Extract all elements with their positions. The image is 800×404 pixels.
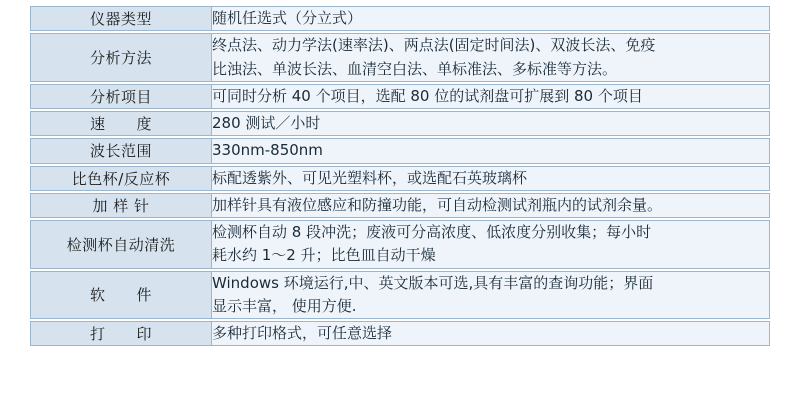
value-line: 显示丰富， 使用方便. xyxy=(212,296,357,315)
value-line: 比浊法、单波长法、血清空白法、单标准法、多标准等方法。 xyxy=(212,59,618,78)
table-row xyxy=(30,271,770,320)
row-label: 加 样 针 xyxy=(30,193,212,218)
table-row xyxy=(30,220,770,269)
table-body xyxy=(30,6,770,346)
value-line: 280 测试／小时 xyxy=(212,114,321,132)
row-label: 打 印 xyxy=(30,321,212,346)
value-line: 随机任选式（分立式） xyxy=(212,9,363,27)
value-line: Windows 环境运行,中、英文版本可选,具有丰富的查询功能；界面 xyxy=(212,273,654,292)
value-line: 加样针具有液位感应和防撞功能，可自动检测试剂瓶内的试剂余量。 xyxy=(212,195,663,214)
value-line: 耗水约 1～2 升；比色皿自动干燥 xyxy=(212,246,436,265)
value-line: 可同时分析 40 个项目，选配 80 位的试剂盘可扩展到 80 个项目 xyxy=(212,86,643,105)
row-label: 分析方法 xyxy=(30,33,212,82)
row-value xyxy=(212,111,770,136)
row-label: 波长范围 xyxy=(30,138,212,163)
table-row xyxy=(30,166,770,191)
value-line: 终点法、动力学法(速率法)、两点法(固定时间法)、双波长法、免疫 xyxy=(212,36,656,55)
value-line: 标配透紫外、可见光塑料杯，或选配石英玻璃杯 xyxy=(212,168,528,187)
row-value xyxy=(212,321,770,346)
row-label: 比色杯/反应杯 xyxy=(30,166,212,191)
value-line: 330nm-850nm xyxy=(212,141,323,160)
value-line: 多种打印格式，可任意选择 xyxy=(212,324,393,342)
table-row xyxy=(30,33,770,82)
row-value xyxy=(212,220,770,269)
table-row xyxy=(30,138,770,163)
row-value xyxy=(212,138,770,163)
row-value xyxy=(212,193,770,218)
table-row xyxy=(30,111,770,136)
row-value xyxy=(212,6,770,31)
table-row xyxy=(30,84,770,109)
row-value xyxy=(212,166,770,191)
row-label: 分析项目 xyxy=(30,84,212,109)
row-value xyxy=(212,84,770,109)
row-label: 速 度 xyxy=(30,111,212,136)
table-row xyxy=(30,321,770,346)
table-row xyxy=(30,6,770,31)
row-label: 仪器类型 xyxy=(30,6,212,31)
specification-table xyxy=(30,4,770,348)
value-line: 检测杯自动 8 段冲洗；废液可分高浓度、低浓度分别收集；每小时 xyxy=(212,223,652,241)
row-label: 软 件 xyxy=(30,271,212,320)
row-value xyxy=(212,33,770,82)
table-row xyxy=(30,193,770,218)
row-label: 检测杯自动清洗 xyxy=(30,220,212,269)
row-value xyxy=(212,271,770,320)
